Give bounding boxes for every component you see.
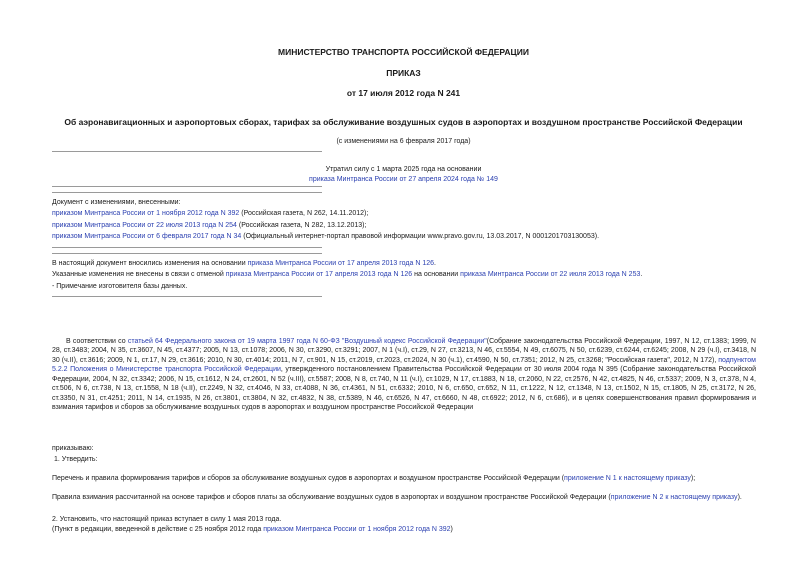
- date-number-heading: от 17 июля 2012 года N 241: [346, 88, 461, 98]
- amendment-source: (Официальный интернет-портал правовой информации www.pravo.gov.ru, 13.03.2017, N 0001201703130053).: [241, 233, 600, 241]
- amendment-source: (Российская газета, N 282, 13.12.2013);: [236, 221, 367, 229]
- item-2-note: (Пункт в редакции, введенной в действие с 25 ноября 2012 года приказом Минтранса России от 1 ноября 2012 года N 392): [52, 526, 453, 533]
- order-item-2: 2. Установить, что настоящий приказ вступает в силу 1 мая 2013 года.: [52, 516, 282, 523]
- annex-1-link[interactable]: приложение N 1 к настоящему приказу: [564, 475, 691, 482]
- document-title: Об аэронавигационных и аэропортовых сборах, тарифах за обслуживание воздушных судов в аэропортах и воздушном пространстве Российской Федерации: [64, 117, 743, 127]
- changes-item: [52, 232, 772, 241]
- note-line: В настоящий документ вносились изменения на основании приказа Минтранса России от 17 апреля 2013 года N 126.: [52, 260, 436, 267]
- divider: [52, 192, 322, 193]
- amendment-link[interactable]: приказом Минтранса России от 1 ноября 2012 года N 392: [52, 210, 240, 218]
- repeal-order-link[interactable]: приказа Минтранса России от 27 апреля 2024 года № 149: [309, 176, 498, 183]
- order-word: приказываю:: [52, 445, 94, 452]
- order-392-link[interactable]: приказом Минтранса России от 1 ноября 2012 года N 392: [263, 526, 451, 533]
- preamble-paragraph: В соответствии со статьей 64 Федерального закона от 19 марта 1997 года N 60-ФЗ "Воздушный кодекс Российской Федерации"(Собрание законодательства Российской Федерации, 1997, N 12, ст.1383; 1999, N 28, ст.3483; 2004, N 35, ст.3607, N 45, ст.4377; 2005, N 13, ст.1078; 2006, N 30, ст.3290, ст.3291; 2007, N 1 (ч.I), ст.29, N 27, ст.3213, N 46, ст.5554, N 49, ст.6075, N 50, ст.6239, ст.6244, ст.6245; 2008, N 29 (ч.I), ст.3418, N 30 (ч.II), ст.3616; 2009, N 1, ст.17, N 29, ст.3616; 2010, N 30, ст.4014; 2011, N 7, ст.901, N 15, ст.2019, ст.2023, ст.2024, N 30 (ч.1), ст.4590, N 50, ст.7351; 2012, N 25, ст.3268; "Российская газета", 2012, N 172), подпунктом 5.2.2 Положения о Министерстве транспорта Российской Федерации, утвержденного постановлением Правительства Российской Федерации от 30 июля 2004 года N 395 (Собрание законодательства Российской Федерации, 2004, N 32, ст.3342; 2006, N 15, ст.1612, N 24, ст.2601, N 52 (ч.III), ст.5587; 2008, N 8, ст.740, N 11 (ч.I), ст.1029, N 17, ст.1883, N 18, ст.2060, N 22, ст.2576, N 42, ст.4825, N 46, ст.5337; 2009, N 3, ст.378, N 4, ст.506, N 6, ст.738, N 13, ст.1558, N 18 (ч.II), ст.2249, N 32, ст.4046, N 33, ст.4088, N 36, ст.4361, N 51, ст.6332; 2010, N 6, ст.650, ст.652, N 11, ст.1222, N 12, ст.1348, N 13, ст.1502, N 15, ст.1805, N 25, ст.3172, N 26, ст.3350, N 31, ст.4251; 2011, N 14, ст.1935, N 26, ст.3801, ст.3804, N 32, ст.4832, N 38, ст.5389, N 46, ст.6526, N 47, ст.6660, N 48, ст.6922; 2012, N 6, ст.686), и в целях совершенствования правил формирования и взимания тарифов и сборов за обслуживание воздушных судов в аэропортах и воздушном пространстве Российской Федерации: [52, 338, 756, 412]
- regulation-link[interactable]: подпунктом 5.2.2 Положения о Министерстве транспорта Российской Федерации: [52, 356, 756, 374]
- order-126-link[interactable]: приказа Минтранса России от 17 апреля 2013 года N 126: [225, 271, 413, 279]
- status-line: Утратил силу с 1 марта 2025 года на основании: [325, 166, 482, 173]
- changes-intro: Документ с изменениями, внесенными:: [52, 199, 181, 206]
- annex-2-line: Правила взимания рассчитанной на основе тарифов и сборов платы за обслуживание воздушных судов в аэропортах и воздушном пространстве Российской Федерации (приложение N 2 к настоящему приказу).: [52, 494, 742, 501]
- order-126-link[interactable]: приказа Минтранса России от 17 апреля 2013 года N 126: [247, 260, 434, 267]
- changes-block: [52, 198, 772, 242]
- note-line: - Примечание изготовителя базы данных.: [52, 282, 188, 290]
- divider: [52, 247, 322, 248]
- order-253-link[interactable]: приказа Минтранса России от 22 июля 2013 года N 253: [460, 271, 641, 279]
- changes-item: [52, 209, 772, 218]
- editor-note: [52, 259, 772, 291]
- amendment-link[interactable]: приказом Минтранса России от 6 февраля 2017 года N 34: [52, 233, 242, 241]
- divider: [52, 151, 322, 152]
- changes-item: [52, 221, 772, 230]
- amendment-link[interactable]: приказом Минтранса России от 22 июля 2013 года N 254: [52, 221, 237, 229]
- annex-1-line: Перечень и правила формирования тарифов и сборов за обслуживание воздушных судов в аэропортах и воздушном пространстве Российской Федерации (приложение N 1 к настоящему приказу);: [52, 475, 696, 482]
- note-line: Указанные изменения не внесены в связи с отменой приказа Минтранса России от 17 апреля 2013 года N 126 на основании приказа Минтранса России от 22 июля 2013 года N 253.: [52, 271, 643, 279]
- status-link-row: [0, 175, 807, 184]
- divider: [52, 296, 322, 297]
- divider: [52, 253, 322, 254]
- ministry-heading: МИНИСТЕРСТВО ТРАНСПОРТА РОССИЙСКОЙ ФЕДЕРАЦИИ: [278, 47, 529, 57]
- amended-note: (с изменениями на 6 февраля 2017 года): [336, 138, 471, 145]
- annex-2-link[interactable]: приложение N 2 к настоящему приказу: [610, 494, 738, 501]
- amendment-source: (Российская газета, N 262, 14.11.2012);: [239, 210, 369, 218]
- doc-type-heading: ПРИКАЗ: [386, 68, 421, 78]
- divider: [52, 186, 322, 187]
- order-item-1: 1. Утвердить:: [54, 456, 98, 463]
- air-code-link[interactable]: статьей 64 Федерального закона от 19 марта 1997 года N 60-ФЗ "Воздушный кодекс Российской Федерации": [127, 338, 487, 345]
